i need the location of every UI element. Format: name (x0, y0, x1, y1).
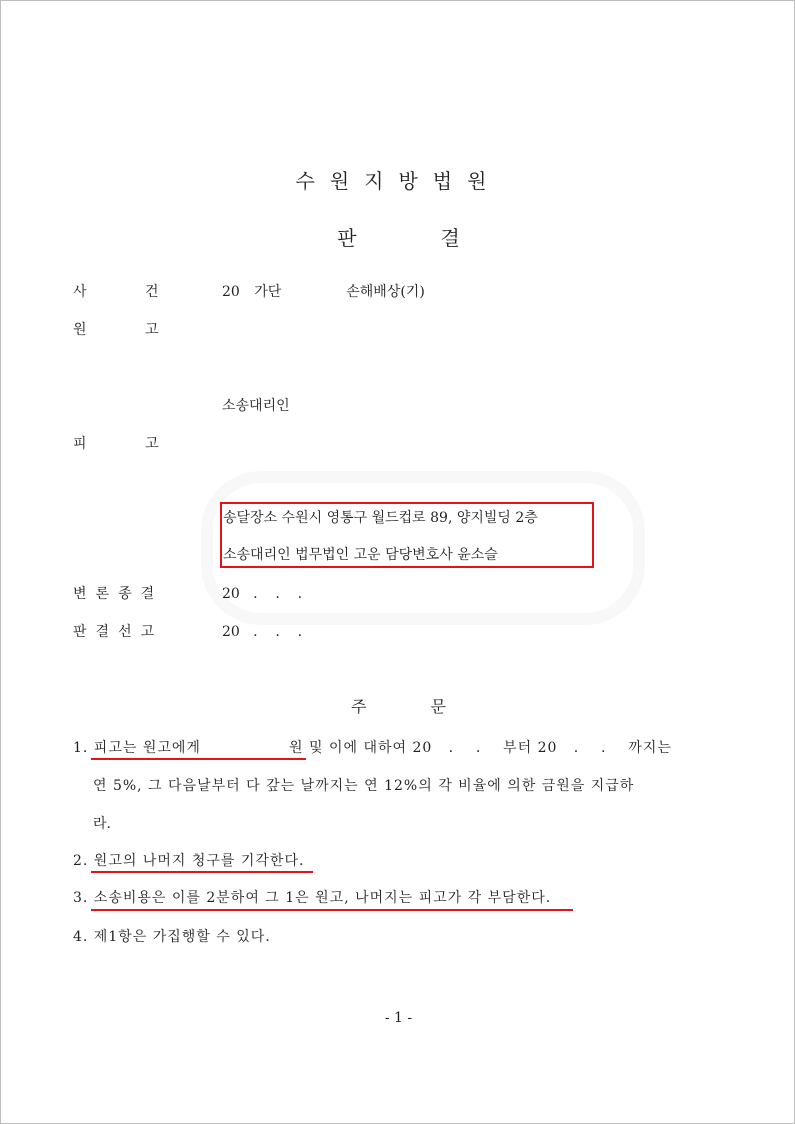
hearing-closed-label (73, 585, 163, 603)
plaintiff-agent-label: 소송대리인 (222, 398, 290, 414)
order-title-b: 문 (430, 697, 446, 716)
order-item-1-a: 1. 피고는 원고에게 (73, 740, 201, 756)
defendant-label-b: 고 (145, 436, 159, 452)
hearing-closed-char-3: 종 (118, 586, 132, 602)
defendant-label-a: 피 (73, 436, 87, 452)
case-number (222, 283, 425, 301)
title-char-1: 판 (337, 226, 357, 250)
ruling-char-2: 결 (95, 624, 110, 640)
plaintiff-label (73, 321, 173, 339)
ruling-char-1: 판 (73, 624, 87, 640)
defendant-label (73, 435, 173, 453)
plaintiff-label-b: 고 (145, 322, 159, 338)
defendant-agent: 소송대리인 법무법인 고운 담당변호사 윤소슬 (223, 547, 498, 563)
order-item-4: 4. 제1항은 가집행할 수 있다. (73, 929, 271, 945)
order-item-1-c: 연 5%, 그 다음날부터 다 갚는 날까지는 연 12%의 각 비율에 의한 금원을 지급하 (93, 778, 635, 794)
order-item-1-b: 원 및 이에 대하여 20 . . 부터 20 . . 까지는 (289, 740, 672, 756)
hearing-closed-char-2: 론 (95, 586, 110, 602)
ruling-char-3: 선 (118, 624, 132, 640)
hearing-closed-char-4: 결 (140, 586, 155, 602)
order-title-a: 주 (351, 697, 367, 716)
title-char-2: 결 (440, 226, 460, 250)
case-label-a: 사 (73, 284, 87, 300)
plaintiff-label-a: 원 (73, 322, 87, 338)
hearing-closed-char-1: 변 (73, 586, 87, 602)
underline-item-1 (91, 758, 306, 760)
underline-item-3 (91, 909, 573, 911)
case-label-b: 건 (145, 284, 159, 300)
ruling-char-4: 고 (140, 624, 155, 640)
order-item-2: 2. 원고의 나머지 청구를 기각한다. (73, 853, 305, 869)
ruling-date: 20 . . . (222, 624, 303, 640)
case-year: 20 (222, 284, 240, 300)
order-title (1, 697, 795, 717)
document-title (1, 225, 795, 251)
order-item-3: 3. 소송비용은 이를 2분하여 그 1은 원고, 나머지는 피고가 각 부담한다. (73, 890, 552, 906)
hearing-closed-date: 20 . . . (222, 586, 303, 602)
case-label (73, 283, 173, 301)
case-type: 가단 (254, 284, 282, 300)
order-item-1-d: 라. (93, 816, 111, 832)
page-number: - 1 - (384, 1010, 413, 1026)
service-place: 송달장소 수원시 영통구 월드컵로 89, 양지빌딩 2층 (223, 510, 538, 526)
underline-item-2 (91, 871, 313, 873)
ruling-label (73, 623, 163, 641)
case-name: 손해배상(기) (346, 284, 425, 300)
court-name: 수원지방법원 (295, 169, 502, 193)
